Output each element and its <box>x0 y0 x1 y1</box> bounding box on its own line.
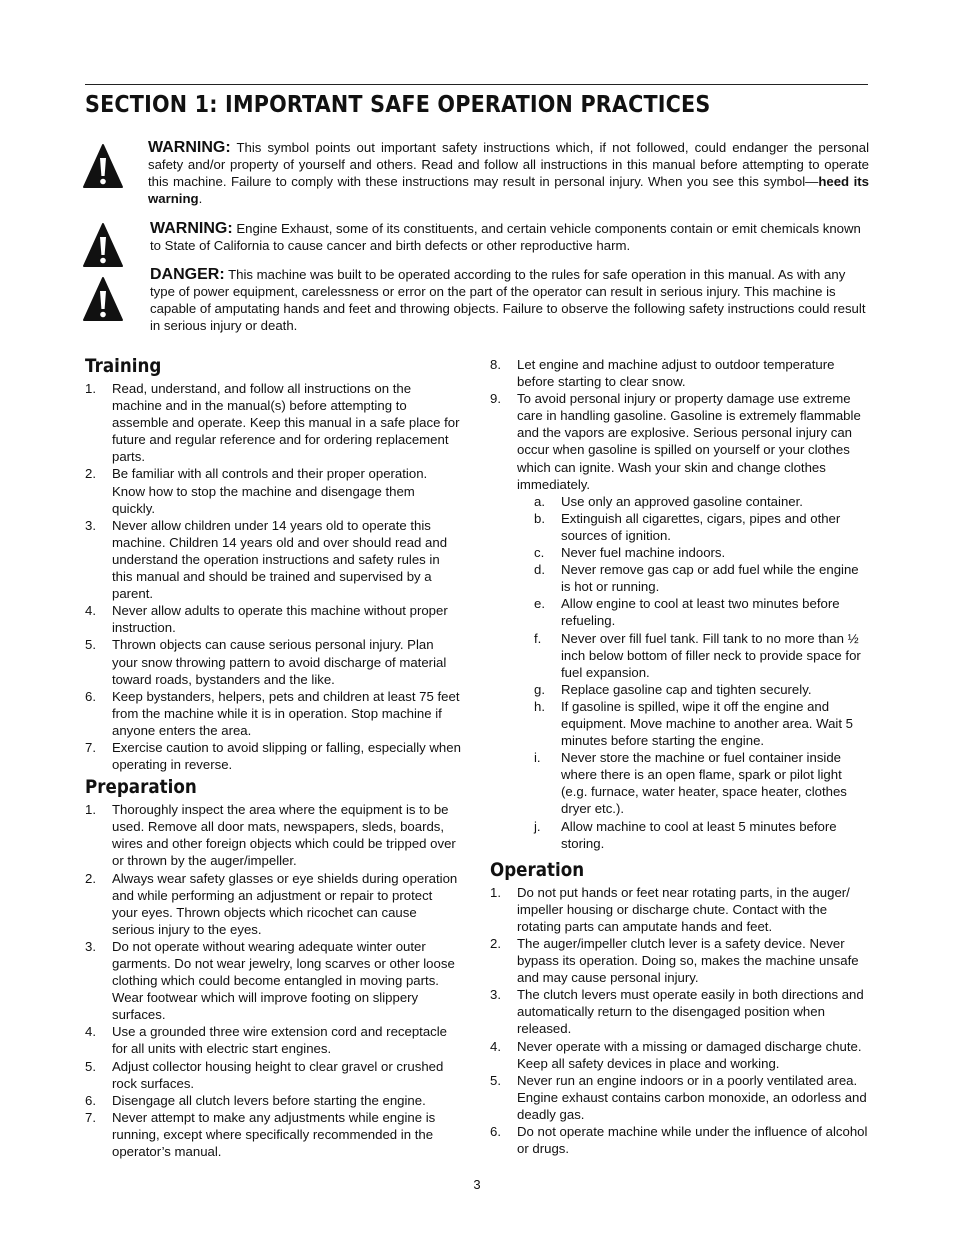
item-number: 1. <box>490 884 501 900</box>
item-text: The auger/impeller clutch lever is a safety device. Never bypass its operation. Doing so, makes the machine unsafe and may cause personal injury. <box>517 936 859 986</box>
item-number: 5. <box>85 637 96 653</box>
preparation-heading: Preparation <box>85 776 197 799</box>
item-number: 3. <box>85 517 96 533</box>
item-text: Do not operate machine while under the influence of alcohol or drugs. <box>517 1124 868 1157</box>
item-number: 3. <box>490 987 501 1003</box>
item-number: 6. <box>490 1124 501 1140</box>
sub-item-letter: d. <box>534 562 545 578</box>
warning-triangle-icon <box>82 276 124 322</box>
item-text: Adjust collector housing height to clear gravel or crushed rock surfaces. <box>112 1058 444 1091</box>
item-number: 7. <box>85 739 96 755</box>
sub-item-letter: i. <box>534 750 541 766</box>
list-item <box>85 801 461 869</box>
item-number: 8. <box>490 357 501 372</box>
item-text: Do not operate without wearing adequate winter outer garments. Do not wear jewelry, long scarves or other loose clothing which could become entangled in moving parts. Wear footwear which will improve footing on slippery surfaces. <box>112 938 455 1023</box>
warning-label: WARNING: <box>148 139 231 156</box>
list-item <box>85 1109 461 1160</box>
page-number: 3 <box>473 1177 481 1192</box>
sub-item-text: Never store the machine or fuel container inside where there is an open flame, spark or pilot light (e.g. furnace, water heater, space heater, clothes dryer etc.). <box>561 750 847 817</box>
sub-item-text: Never remove gas cap or add fuel while the engine is hot or running. <box>561 562 859 595</box>
sub-item-text: Extinguish all cigarettes, cigars, pipes and other sources of ignition. <box>561 510 841 543</box>
list-item <box>85 938 461 1023</box>
item-text: Always wear safety glasses or eye shields during operation and while performing an adjustment or repair to protect your eyes. Thrown objects which ricochet can cause serious injury to the eyes. <box>112 870 458 937</box>
preparation-list-continued <box>490 356 870 493</box>
danger-block <box>82 266 869 334</box>
item-number: 4. <box>85 603 96 619</box>
list-item <box>85 1023 461 1057</box>
gasoline-sublist <box>490 493 870 852</box>
item-text: Never operate with a missing or damaged discharge chute. Keep all safety devices in place and working. <box>517 1038 862 1071</box>
sub-item-letter: f. <box>534 630 542 646</box>
sub-list-item <box>534 698 870 749</box>
item-text: Thrown objects can cause serious personal injury. Plan your snow throwing pattern to avoid discharge of material toward roads, bystanders and the like. <box>112 637 447 687</box>
item-number: 4. <box>85 1024 96 1040</box>
list-item <box>490 935 870 986</box>
left-column <box>85 354 461 1162</box>
operation-list <box>490 884 870 1158</box>
warning-triangle-icon <box>82 143 124 189</box>
list-item <box>85 517 461 602</box>
item-text: Never attempt to make any adjustments while engine is running, except where specifically recommended in the operator’s manual. <box>112 1109 436 1160</box>
top-rule <box>85 84 868 85</box>
item-text: To avoid personal injury or property damage use extreme care in handling gasoline. Gasoline is extremely flammable and the vapors are explosive. Serious personal injury can occur when gasoline is spilled on yourself or your clothes which can ignite. Wash your skin and change clothes immediately. <box>517 391 861 492</box>
item-text: Disengage all clutch levers before starting the engine. <box>112 1092 426 1108</box>
item-text: Read, understand, and follow all instructions on the machine and in the manual(s) before attempting to assemble and operate. Keep this manual in a safe place for future and regular reference and for ordering replacement parts. <box>112 381 460 465</box>
training-heading: Training <box>85 355 162 377</box>
sub-item-letter: c. <box>534 545 545 561</box>
item-text: The clutch levers must operate easily in both directions and automatically return to the disengaged position when released. <box>517 987 864 1037</box>
section-title: SECTION 1: IMPORTANT SAFE OPERATION PRACTICES <box>85 92 711 118</box>
right-column <box>490 356 870 1159</box>
danger-label: DANGER: <box>150 266 225 283</box>
item-number: 9. <box>490 391 501 407</box>
item-text: Keep bystanders, helpers, pets and children at least 75 feet from the machine while it is in operation. Stop machine if anyone enters the area. <box>112 688 460 738</box>
warning-text: This symbol points out important safety instructions which, if not followed, could endanger the personal safety and/or property of yourself and others. Read and follow all instructions in this manual before attempting to operate this machine. Failure to comply with these instructions may result in personal injury. When you see this symbol— <box>148 140 869 189</box>
item-text: Use a grounded three wire extension cord and receptacle for all units with electric start engines. <box>112 1024 448 1057</box>
item-number: 1. <box>85 381 96 396</box>
item-number: 3. <box>85 938 96 954</box>
list-item <box>85 870 461 938</box>
list-item <box>490 986 870 1037</box>
sub-item-letter: e. <box>534 596 545 612</box>
sub-list-item <box>534 595 870 629</box>
sub-list-item <box>534 681 870 698</box>
list-item <box>490 884 870 935</box>
warning-triangle-icon <box>82 222 124 268</box>
list-item <box>85 602 461 636</box>
list-item <box>490 390 870 493</box>
list-item <box>85 380 461 465</box>
item-number: 6. <box>85 1092 96 1108</box>
item-number: 4. <box>490 1038 501 1054</box>
sub-item-letter: h. <box>534 698 545 714</box>
list-item <box>490 1072 870 1123</box>
item-number: 5. <box>85 1058 96 1074</box>
warning-block-1 <box>82 139 869 207</box>
sub-list-item <box>534 493 870 510</box>
sub-item-text: Never fuel machine indoors. <box>561 545 726 561</box>
item-text: Let engine and machine adjust to outdoor temperature before starting to clear snow. <box>517 357 835 390</box>
item-text: Thoroughly inspect the area where the equipment is to be used. Remove all door mats, newspapers, sleds, boards, wires and other foreign objects which could be tripped over or thrown by the auger/impeller. <box>112 802 456 869</box>
warning-text: Engine Exhaust, some of its constituents, and certain vehicle components contain or emit chemicals known to State of California to cause cancer and birth defects or other reproductive harm. <box>150 221 861 253</box>
warning-text-end: . <box>198 191 203 206</box>
warning-emphasis: heed its warning <box>148 174 869 206</box>
list-item <box>490 356 870 390</box>
sub-item-text: Allow machine to cool at least 5 minutes before storing. <box>561 818 837 851</box>
item-text: Do not put hands or feet near rotating parts, in the auger/ impeller housing or discharge chute. Contact with the rotating parts can amputate hands and feet. <box>517 884 850 934</box>
list-item <box>85 1092 461 1109</box>
item-number: 2. <box>85 466 96 482</box>
list-item <box>85 688 461 739</box>
sub-item-letter: a. <box>534 493 545 509</box>
warning-label: WARNING: <box>150 220 233 237</box>
sub-item-text: Never over fill fuel tank. Fill tank to no more than ½ inch below bottom of filler neck to provide space for fuel expansion. <box>561 630 861 680</box>
sub-list-item <box>534 749 870 817</box>
training-list <box>85 380 461 773</box>
sub-item-text: Allow engine to cool at least two minutes before refueling. <box>561 596 840 629</box>
item-text: Be familiar with all controls and their proper operation. Know how to stop the machine and disengage them quickly. <box>112 466 428 516</box>
sub-list-item <box>534 630 870 681</box>
sub-list-item <box>534 544 870 561</box>
item-text: Never allow children under 14 years old to operate this machine. Children 14 years old and over should read and understand the operation instructions and safety rules in this manual and should be trained and supervised by a parent. <box>112 517 448 602</box>
sub-item-letter: g. <box>534 681 545 697</box>
sub-list-item <box>534 510 870 544</box>
list-item <box>490 1123 870 1157</box>
sub-item-letter: j. <box>534 818 541 834</box>
operation-heading: Operation <box>490 858 585 881</box>
list-item <box>490 1038 870 1072</box>
sub-item-text: Use only an approved gasoline container. <box>561 493 803 509</box>
sub-list-item <box>534 818 870 852</box>
item-text: Never allow adults to operate this machine without proper instruction. <box>112 603 448 636</box>
item-text: Exercise caution to avoid slipping or falling, especially when operating in reverse. <box>112 739 461 773</box>
item-number: 7. <box>85 1109 96 1125</box>
sub-item-text: Replace gasoline cap and tighten securely. <box>561 681 812 697</box>
sub-item-letter: b. <box>534 510 545 526</box>
item-number: 5. <box>490 1072 501 1088</box>
sub-list-item <box>534 561 870 595</box>
list-item <box>85 739 461 773</box>
item-number: 1. <box>85 802 96 818</box>
item-text: Never run an engine indoors or in a poorly ventilated area. Engine exhaust contains carbon monoxide, an odorless and deadly gas. <box>517 1072 867 1122</box>
preparation-list <box>85 801 461 1160</box>
list-item <box>85 465 461 516</box>
item-number: 2. <box>85 870 96 886</box>
sub-item-text: If gasoline is spilled, wipe it off the engine and equipment. Move machine to another area. Wait 5 minutes before starting the engine. <box>561 698 853 749</box>
item-number: 2. <box>490 936 501 951</box>
list-item <box>85 1058 461 1092</box>
item-number: 6. <box>85 688 96 704</box>
list-item <box>85 636 461 687</box>
danger-text: This machine was built to be operated according to the rules for safe operation in this manual. As with any type of power equipment, carelessness or error on the part of the operator can result in serious injury. This machine is capable of amputating hands and feet and throwing objects. Failure to observe the following safety instructions could result in serious injury or death. <box>150 267 866 333</box>
warning-block-2 <box>82 220 869 268</box>
